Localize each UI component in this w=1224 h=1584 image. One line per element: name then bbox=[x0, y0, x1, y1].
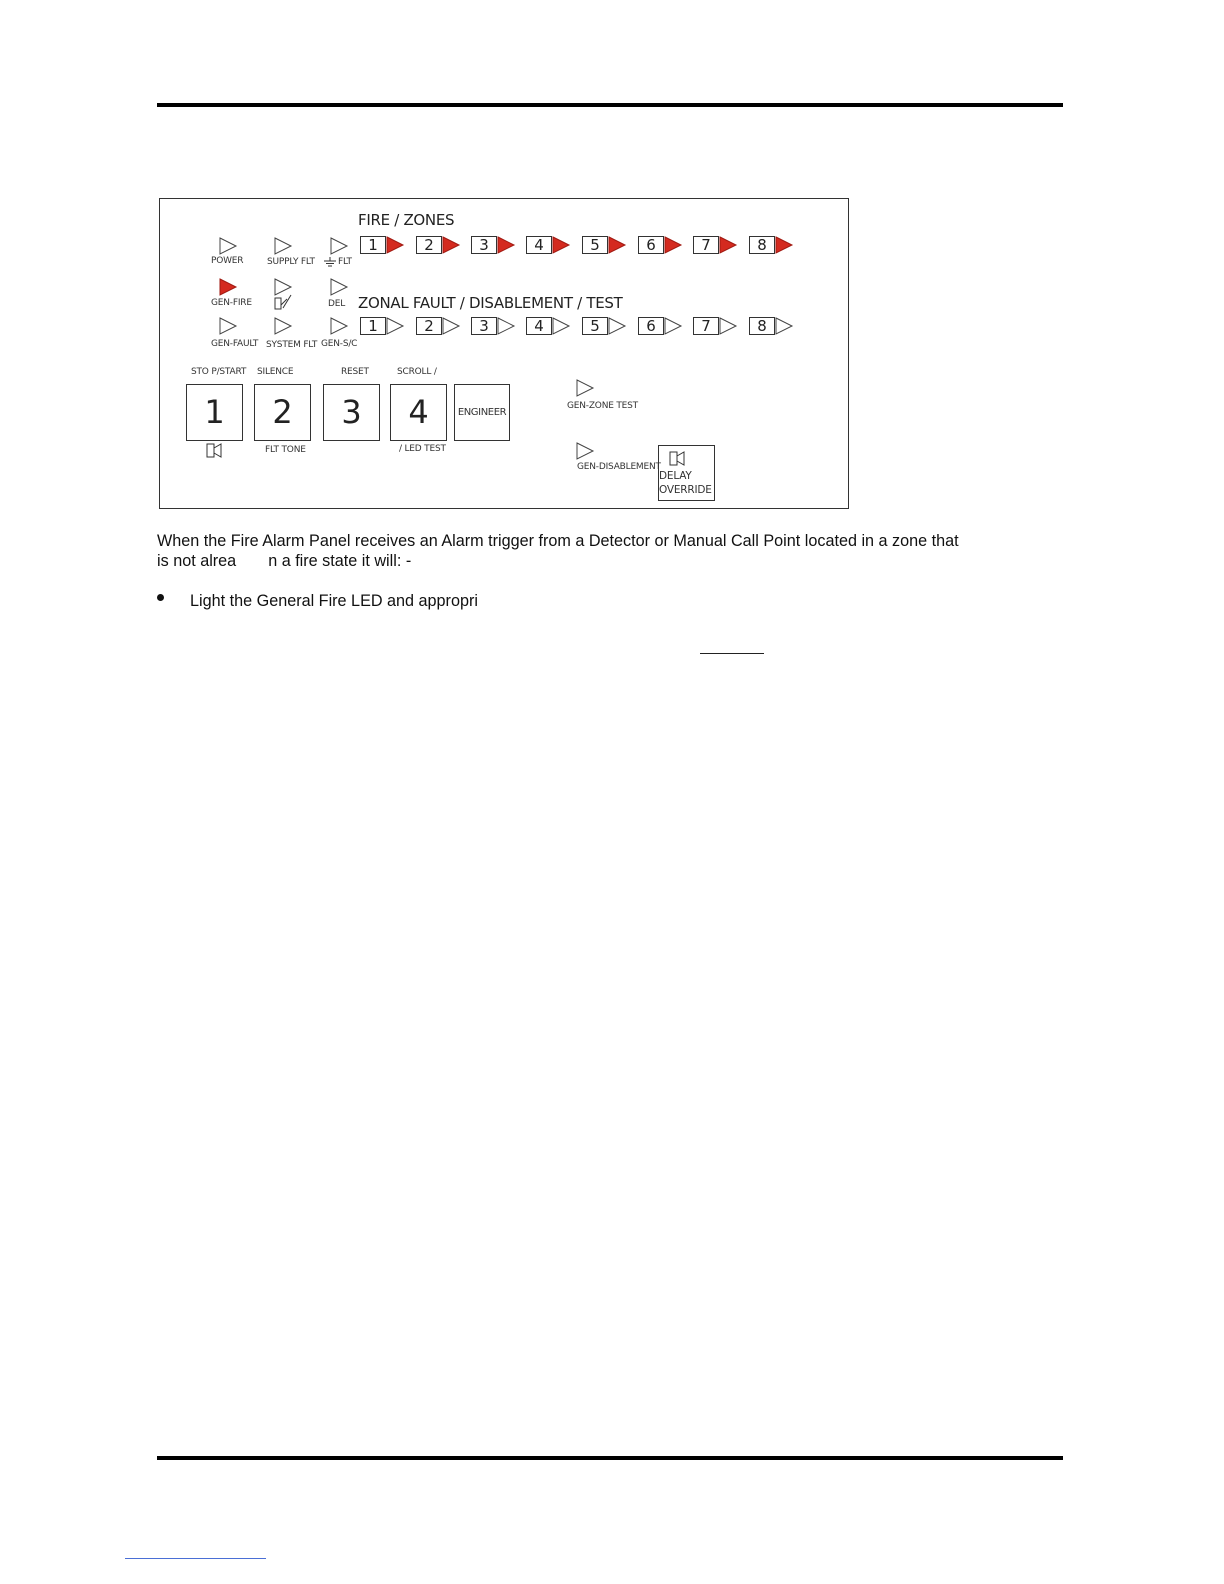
gen-fault-led-icon bbox=[219, 317, 237, 335]
paragraph-line-2-start: is not alrea bbox=[157, 552, 237, 570]
gen-disablement-led-icon bbox=[576, 442, 594, 460]
override-label: OVERRIDE bbox=[659, 484, 712, 496]
footer-rule bbox=[157, 1456, 1063, 1460]
silence-label: SILENCE bbox=[257, 367, 294, 377]
gen-zone-test-led-icon bbox=[576, 379, 594, 397]
fault-zone-led-icon bbox=[608, 317, 628, 335]
fire-zone-led-icon bbox=[552, 236, 572, 254]
fault-zone-led-icon bbox=[386, 317, 406, 335]
fire-panel-diagram bbox=[159, 198, 849, 509]
underline-fragment bbox=[700, 653, 764, 654]
fault-zone-led-icon bbox=[552, 317, 572, 335]
fire-zones-heading: FIRE / ZONES bbox=[358, 211, 455, 229]
fire-zone-led-icon bbox=[442, 236, 462, 254]
engineer-button[interactable]: ENGINEER bbox=[454, 384, 510, 441]
system-flt-label: SYSTEM FLT bbox=[266, 340, 318, 350]
bullet-item: Light the General Fire LED and appropri bbox=[190, 592, 478, 610]
silence-button[interactable]: 2 bbox=[254, 384, 311, 441]
earth-fault-led-icon bbox=[330, 237, 348, 255]
delay-label: DELAY bbox=[659, 470, 692, 482]
header-rule bbox=[157, 103, 1063, 107]
fault-zone-led-icon bbox=[497, 317, 517, 335]
sounder-fault-led-icon bbox=[274, 278, 292, 296]
fire-zone-led-icon bbox=[719, 236, 739, 254]
fault-zone-box: 8 bbox=[749, 317, 775, 335]
fire-zone-led-icon bbox=[497, 236, 517, 254]
reset-label: RESET bbox=[341, 367, 369, 377]
bullet-icon bbox=[157, 594, 164, 601]
sounder-fault-icon bbox=[274, 295, 298, 313]
system-fault-led-icon bbox=[274, 317, 292, 335]
fire-zone-box: 1 bbox=[360, 236, 386, 254]
fault-zone-box: 3 bbox=[471, 317, 497, 335]
gen-zone-test-label: GEN-ZONE TEST bbox=[567, 401, 638, 411]
gen-fire-led-icon bbox=[219, 278, 237, 296]
stop-start-button[interactable]: 1 bbox=[186, 384, 243, 441]
fault-zone-led-icon bbox=[775, 317, 795, 335]
fire-zone-box: 2 bbox=[416, 236, 442, 254]
fire-zone-box: 7 bbox=[693, 236, 719, 254]
delay-override-button[interactable] bbox=[658, 445, 715, 501]
scroll-button[interactable]: 4 bbox=[390, 384, 447, 441]
gen-sc-label: GEN-S/C bbox=[321, 339, 358, 349]
flt-tone-label: FLT TONE bbox=[265, 445, 306, 455]
gen-fault-label: GEN-FAULT bbox=[211, 339, 259, 349]
sounder-icon bbox=[669, 451, 689, 467]
fault-zone-box: 2 bbox=[416, 317, 442, 335]
gen-sc-led-icon bbox=[330, 317, 348, 335]
fire-zone-box: 5 bbox=[582, 236, 608, 254]
paragraph-line-2 bbox=[157, 551, 1027, 571]
fire-zone-led-icon bbox=[386, 236, 406, 254]
sounder-icon bbox=[206, 443, 226, 459]
power-label: POWER bbox=[211, 256, 244, 266]
led-test-label: / LED TEST bbox=[399, 444, 446, 454]
fault-zone-box: 5 bbox=[582, 317, 608, 335]
fire-zone-led-icon bbox=[664, 236, 684, 254]
scroll-label: SCROLL / bbox=[397, 367, 437, 377]
fire-zone-box: 6 bbox=[638, 236, 664, 254]
reset-button[interactable]: 3 bbox=[323, 384, 380, 441]
supply-flt-label: SUPPLY FLT bbox=[267, 257, 315, 267]
zonal-fault-heading: ZONAL FAULT / DISABLEMENT / TEST bbox=[358, 294, 623, 312]
fire-zone-led-icon bbox=[608, 236, 628, 254]
body-paragraph bbox=[157, 531, 1027, 571]
fire-zone-box: 3 bbox=[471, 236, 497, 254]
delay-led-icon bbox=[330, 278, 348, 296]
paragraph-line-1: When the Fire Alarm Panel receives an Alarm trigger from a Detector or Manual Call Point located in a zone that bbox=[157, 532, 959, 550]
footer-link-underline bbox=[125, 1558, 266, 1559]
earth-symbol-icon bbox=[323, 257, 337, 267]
fault-zone-led-icon bbox=[442, 317, 462, 335]
del-label: DEL bbox=[328, 299, 346, 309]
supply-fault-led-icon bbox=[274, 237, 292, 255]
fault-zone-box: 6 bbox=[638, 317, 664, 335]
fault-zone-led-icon bbox=[719, 317, 739, 335]
earth-flt-label: FLT bbox=[338, 257, 352, 267]
gen-disablement-label: GEN-DISABLEMENT bbox=[577, 462, 661, 472]
fault-zone-box: 4 bbox=[526, 317, 552, 335]
fire-zone-led-icon bbox=[775, 236, 795, 254]
fault-zone-led-icon bbox=[664, 317, 684, 335]
fault-zone-box: 7 bbox=[693, 317, 719, 335]
power-led-icon bbox=[219, 237, 237, 255]
gen-fire-label: GEN-FIRE bbox=[211, 298, 252, 308]
fault-zone-box: 1 bbox=[360, 317, 386, 335]
paragraph-line-2-end: n a fire state it will: - bbox=[268, 552, 412, 570]
stop-start-label: STO P/START bbox=[191, 367, 247, 377]
fire-zone-box: 8 bbox=[749, 236, 775, 254]
fire-zone-box: 4 bbox=[526, 236, 552, 254]
